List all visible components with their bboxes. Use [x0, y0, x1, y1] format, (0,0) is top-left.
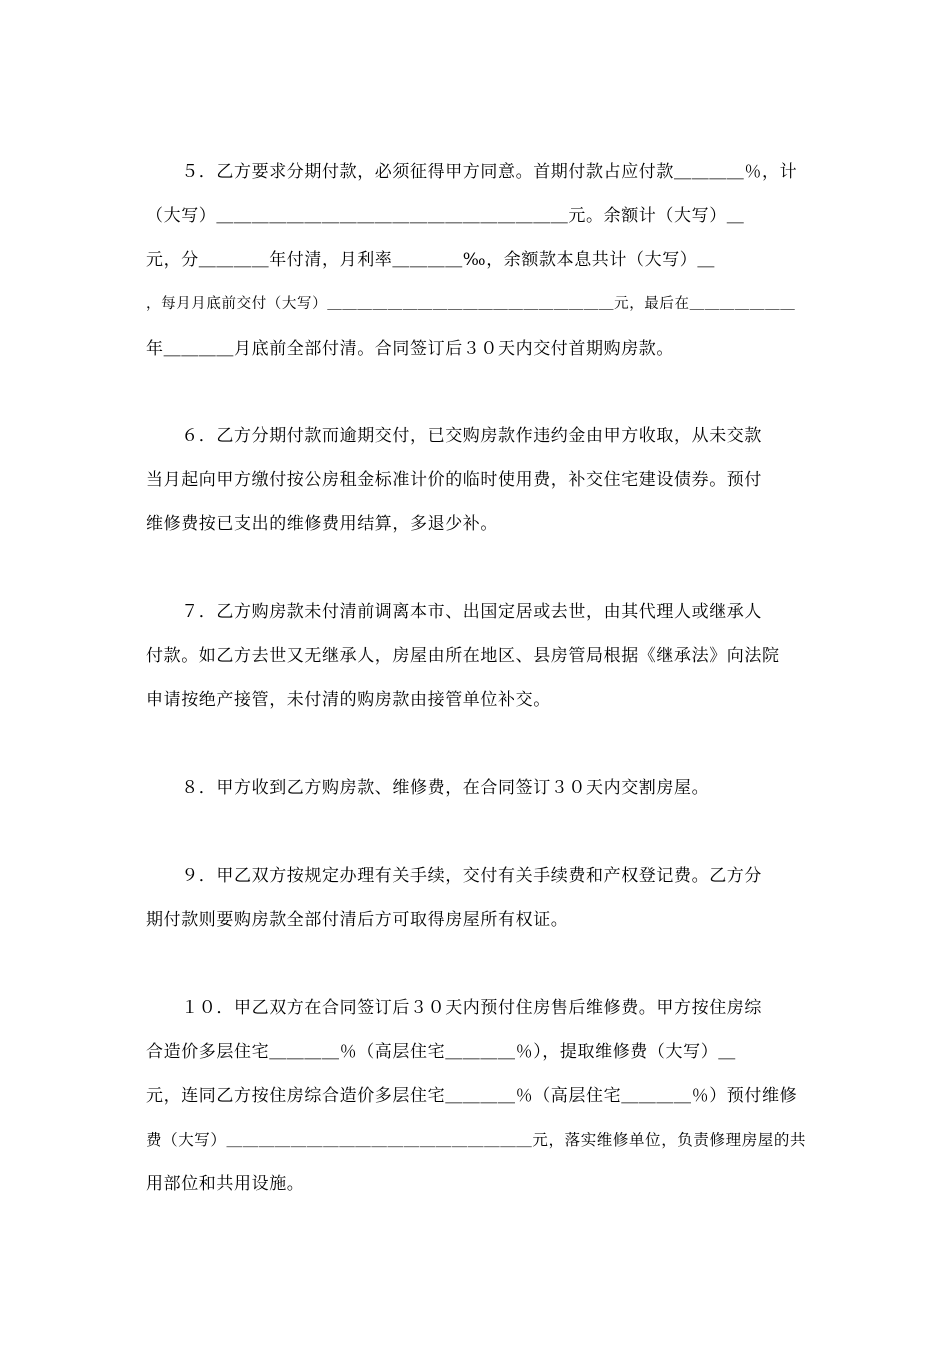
clause-5-line-5: 年＿＿＿＿月底前全部付清。合同签订后３０天内交付首期购房款。: [146, 339, 674, 359]
clause-9-line-1: ９．甲乙双方按规定办理有关手续，交付有关手续费和产权登记费。乙方分: [146, 866, 762, 886]
clause-5-line-1: ５．乙方要求分期付款，必须征得甲方同意。首期付款占应付款＿＿＿＿％，计: [146, 162, 798, 182]
clause-10-line-3: 元，连同乙方按住房综合造价多层住宅＿＿＿＿％（高层住宅＿＿＿＿％）预付维修: [146, 1086, 798, 1106]
clause-7-line-2: 付款。如乙方去世又无继承人，房屋由所在地区、县房管局根据《继承法》向法院: [146, 646, 780, 666]
clause-10-line-5: 用部位和共用设施。: [146, 1174, 305, 1194]
clause-5-line-2: （大写）＿＿＿＿＿＿＿＿＿＿＿＿＿＿＿＿＿＿＿＿元。余额计（大写）＿: [146, 206, 745, 226]
clause-6-line-2: 当月起向甲方缴付按公房租金标准计价的临时使用费，补交住宅建设债券。预付: [146, 470, 762, 490]
clause-5-line-3: 元，分＿＿＿＿年付清，月利率＿＿＿＿‰，余额款本息共计（大写）＿: [146, 250, 716, 270]
clause-5-line-4: ，每月月底前交付（大写）＿＿＿＿＿＿＿＿＿＿＿＿＿＿＿＿＿＿＿元，最后在＿＿＿＿＿＿＿: [146, 296, 796, 312]
clause-10-line-2: 合造价多层住宅＿＿＿＿％（高层住宅＿＿＿＿％），提取维修费（大写）＿: [146, 1042, 736, 1062]
clause-6-line-3: 维修费按已支出的维修费用结算，多退少补。: [146, 514, 498, 534]
clause-7-line-3: 申请按绝产接管，未付清的购房款由接管单位补交。: [146, 690, 551, 710]
clause-7-line-1: ７．乙方购房款未付清前调离本市、出国定居或去世，由其代理人或继承人: [146, 602, 762, 622]
clause-8-line-1: ８．甲方收到乙方购房款、维修费，在合同签订３０天内交割房屋。: [146, 778, 710, 798]
clause-10-line-4: 费（大写）＿＿＿＿＿＿＿＿＿＿＿＿＿＿＿＿＿＿＿元，落实维修单位，负责修理房屋的共: [146, 1131, 807, 1149]
clause-9-line-2: 期付款则要购房款全部付清后方可取得房屋所有权证。: [146, 910, 569, 930]
clause-10-line-1: １０．甲乙双方在合同签订后３０天内预付住房售后维修费。甲方按住房综: [146, 998, 762, 1018]
clause-6-line-1: ６．乙方分期付款而逾期交付，已交购房款作违约金由甲方收取，从未交款: [146, 426, 762, 446]
